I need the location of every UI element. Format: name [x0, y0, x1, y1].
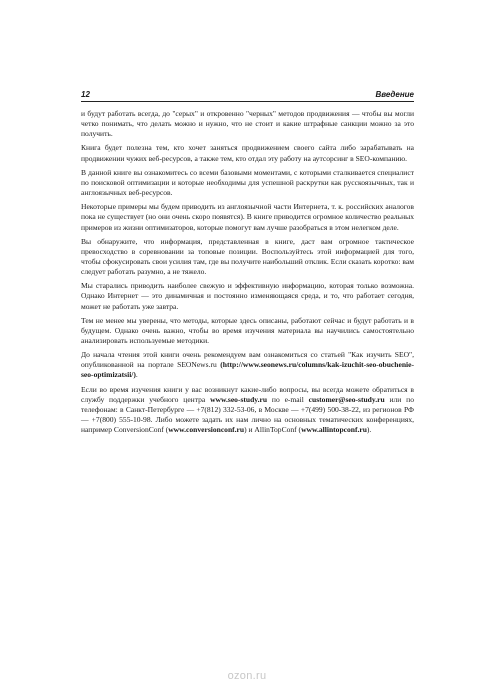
section-title: Введение	[375, 90, 414, 99]
p9-part-c: или по телефонам: в Санкт-Петербурге — +7(812) 332-53-06, в Москве — +7(499) 500-38-22, из регионов РФ — +7(800) 555-10-98. Либо можете задать их нам лично на основных тематических конференциях, например ConversionConf (	[81, 394, 414, 435]
allintopconf-link[interactable]: www.allintopconf.ru	[301, 425, 367, 435]
article-link[interactable]: (http://www.seonews.ru/columns/kak-izuchit-seo-obuchenie-seo-optimizatsii/)	[81, 360, 414, 380]
paragraph-5: Вы обнаружите, что информация, представленная в книге, даст вам огромное тактическое превосходство в соревновании за топовые позиции. Воспользуйтесь этой информацией для того, чтобы сфокусировать свои усилия там, где вы получите наибольший отклик. Если сказать коротко: вам следует работать разумно, а не тяжело.	[81, 236, 414, 277]
conversionconf-link[interactable]: www.conversionconf.ru	[168, 425, 245, 435]
paragraph-4: Некоторые примеры мы будем приводить из англоязычной части Интернета, т. к. российских аналогов пока не существует (но они очень скоро появятся). В книге приводится огромное количество реальных примеров из жизни оптимизаторов, которые помогут вам лучше разобраться в этом нелегком деле.	[81, 202, 414, 232]
site-link[interactable]: www.seo-study.ru	[210, 394, 268, 404]
paragraph-1: и будут работать всегда, до "серых" и откровенно "черных" методов продвижения — чтобы вы могли четко понимать, что делать можно и нужно, что не стоит и какие штрафные санкции можно за это получить.	[81, 109, 414, 139]
p9-part-b: по e-mail	[267, 394, 309, 404]
running-header	[81, 90, 414, 102]
paragraph-8-end: .	[135, 370, 138, 380]
email-link[interactable]: customer@seo-study.ru	[308, 394, 385, 404]
paragraph-2: Книга будет полезна тем, кто хочет заняться продвижением своего сайта либо зарабатывать на продвижении чужих веб-ресурсов, а также тем, кто отдал эту работу на аутсорсинг в SEO-компанию.	[81, 143, 414, 163]
p9-part-a: Если во время изучения книги у вас возникнут какие-либо вопросы, вы всегда можете обратиться в службу поддержки учебного центра	[81, 384, 414, 404]
paragraph-7: Тем не менее мы уверены, что методы, которые здесь описаны, работают сейчас и будут работать и в будущем. Однако очень важно, чтобы во время изучения материала вы научились самостоятельно анализировать используемые методики.	[81, 315, 414, 345]
page-number: 12	[81, 90, 90, 99]
p9-part-d: ) и AllinTopConf (	[244, 425, 302, 435]
paragraph-9	[81, 385, 414, 435]
book-page	[81, 90, 414, 439]
paragraph-3: В данной книге вы ознакомитесь со всеми базовыми моментами, с которыми сталкивается специалист по поисковой оптимизации и которые необходимы для успешной раскрутки как русскоязычных, так и англоязычных веб-ресурсов.	[81, 167, 414, 198]
body-text	[81, 109, 414, 435]
paragraph-8-text: До начала чтения этой книги очень рекомендуем вам ознакомиться со статьей "Как изучить SEO", опубликованной на портале SEONews.ru	[81, 350, 414, 370]
paragraph-6: Мы старались приводить наиболее свежую и эффективную информацию, которая только возможна. Однако Интернет — это динамичная и постоянно изменяющаяся среда, и то, что работает сегодня, может не работать уже завтра.	[81, 281, 414, 311]
p9-part-e: ).	[366, 425, 372, 435]
paragraph-8	[81, 350, 414, 380]
ozon-watermark: ozon.ru	[227, 670, 267, 682]
